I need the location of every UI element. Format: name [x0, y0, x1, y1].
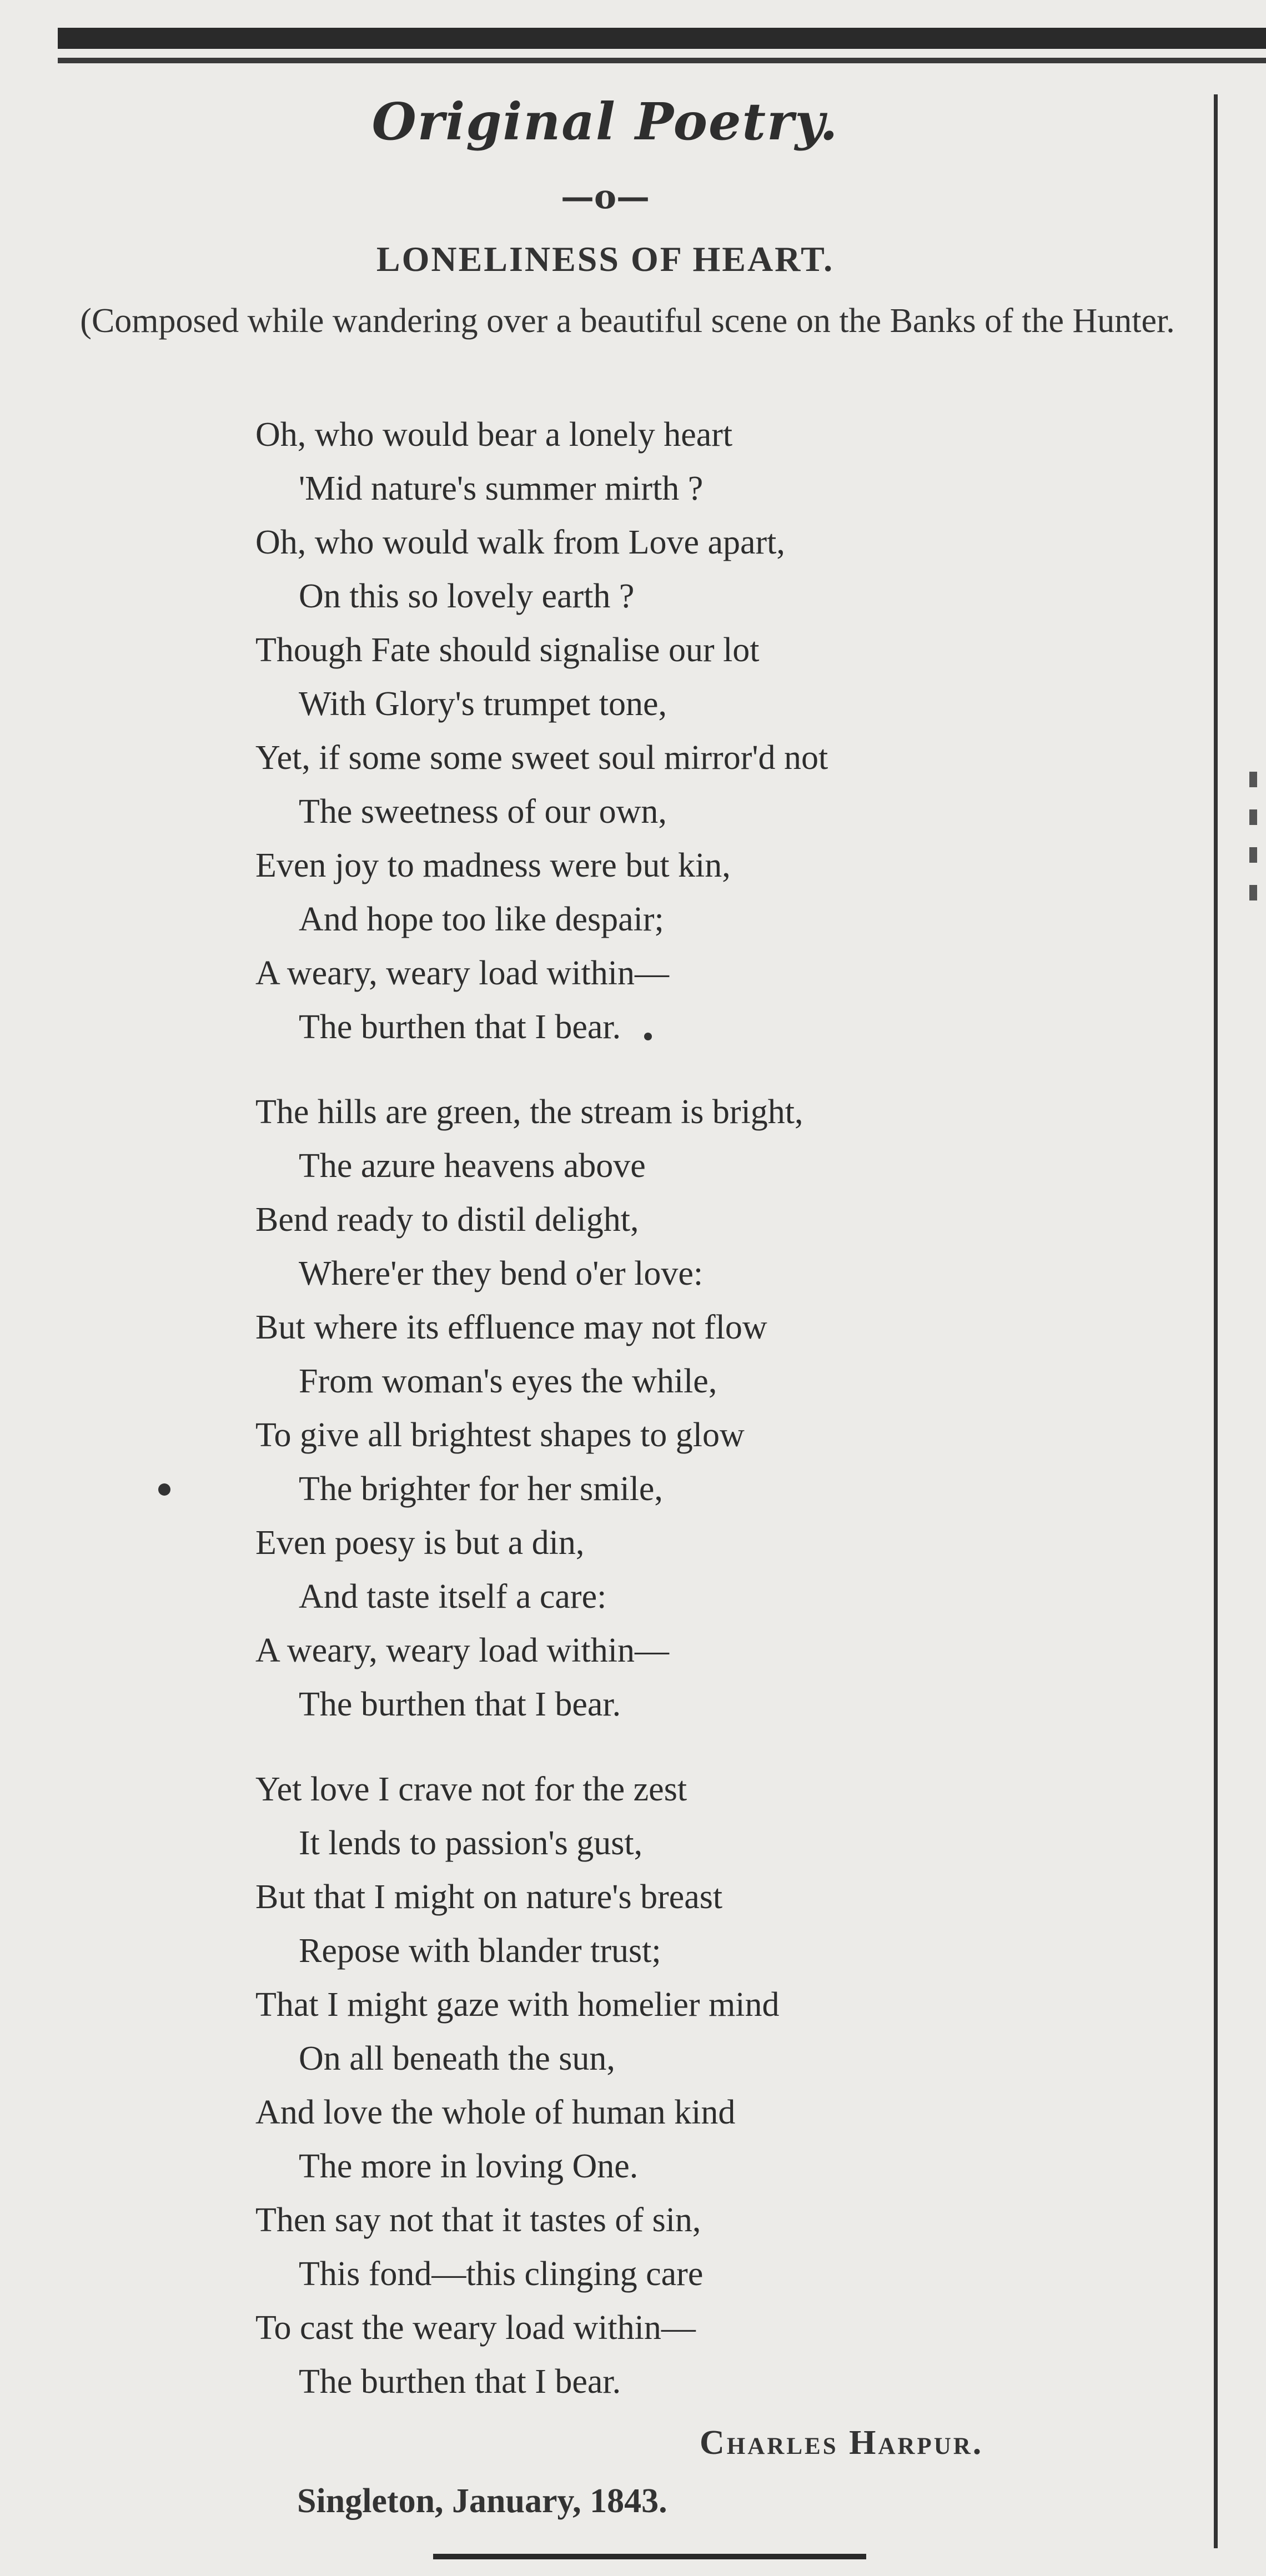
- poem-line: The sweetness of our own,: [299, 793, 667, 831]
- poem-line: That I might gaze with homelier mind: [255, 1986, 780, 2024]
- poem-title: LONELINESS OF HEART.: [376, 239, 835, 279]
- stanza-2: [255, 1085, 1199, 1732]
- poem-line: To give all brightest shapes to glow: [255, 1416, 745, 1454]
- poem-line: But where its effluence may not flow: [255, 1309, 767, 1346]
- poem-line: Even poesy is but a din,: [255, 1524, 585, 1562]
- poem-subtitle: (Composed while wandering over a beautiful scene on the Banks of the Hunter.: [80, 302, 1175, 340]
- poem-line: The hills are green, the stream is bright,: [255, 1093, 803, 1131]
- ink-speck: [158, 1483, 170, 1496]
- bottom-rule: [433, 2554, 866, 2559]
- poem-line: But that I might on nature's breast: [255, 1878, 723, 1916]
- poem-line: The more in loving One.: [299, 2147, 639, 2185]
- adjacent-column-fragment: [1244, 749, 1266, 1194]
- poem-line: Where'er they bend o'er love:: [299, 1255, 704, 1292]
- poem-line: Oh, who would bear a lonely heart: [255, 416, 733, 454]
- poem-line: On this so lovely earth ?: [299, 577, 635, 615]
- poem-line: With Glory's trumpet tone,: [299, 685, 667, 723]
- ink-speck: [644, 1033, 652, 1040]
- poem-line: The brighter for her smile,: [299, 1470, 663, 1508]
- poem-line: And taste itself a care:: [299, 1578, 607, 1616]
- stanza-3: [255, 1763, 1199, 2409]
- top-rule-thin: [58, 58, 1266, 63]
- poem-line: The burthen that I bear.: [299, 1686, 621, 1723]
- poem-line: And love the whole of human kind: [255, 2094, 736, 2131]
- poem-line: Bend ready to distil delight,: [255, 1201, 639, 1239]
- poem-line: This fond—this clinging care: [299, 2255, 704, 2293]
- poem-line: The azure heavens above: [299, 1147, 646, 1185]
- poem-line: And hope too like despair;: [299, 900, 664, 938]
- poem-line: To cast the weary load within—: [255, 2309, 696, 2347]
- column-rule: [1214, 94, 1218, 2548]
- poem-line: Then say not that it tastes of sin,: [255, 2201, 701, 2239]
- poem-line: Even joy to madness were but kin,: [255, 847, 731, 884]
- top-rule: [58, 28, 1266, 49]
- poem-line: On all beneath the sun,: [299, 2040, 615, 2077]
- author-signature: Charles Harpur.: [700, 2424, 984, 2462]
- poem-line: Repose with blander trust;: [299, 1932, 661, 1970]
- poem-line: The burthen that I bear.: [299, 2363, 621, 2401]
- poem-line: The burthen that I bear.: [299, 1008, 621, 1046]
- poem-line: Yet love I crave not for the zest: [255, 1770, 687, 1808]
- poem-line: It lends to passion's gust,: [299, 1824, 643, 1862]
- poem-line: From woman's eyes the while,: [299, 1362, 717, 1400]
- section-heading: Original Poetry.: [371, 92, 839, 152]
- poem-line: Oh, who would walk from Love apart,: [255, 524, 785, 561]
- poem-line: A weary, weary load within—: [255, 1632, 669, 1669]
- poem-line: 'Mid nature's summer mirth ?: [299, 470, 704, 507]
- dateline: Singleton, January, 1843.: [297, 2482, 667, 2520]
- poem-line: A weary, weary load within—: [255, 954, 669, 992]
- stanza-1: [255, 408, 1199, 1054]
- poem-line: Yet, if some some sweet soul mirror'd not: [255, 739, 828, 777]
- ornament-divider: —o—: [560, 178, 650, 217]
- poem-line: Though Fate should signalise our lot: [255, 631, 760, 669]
